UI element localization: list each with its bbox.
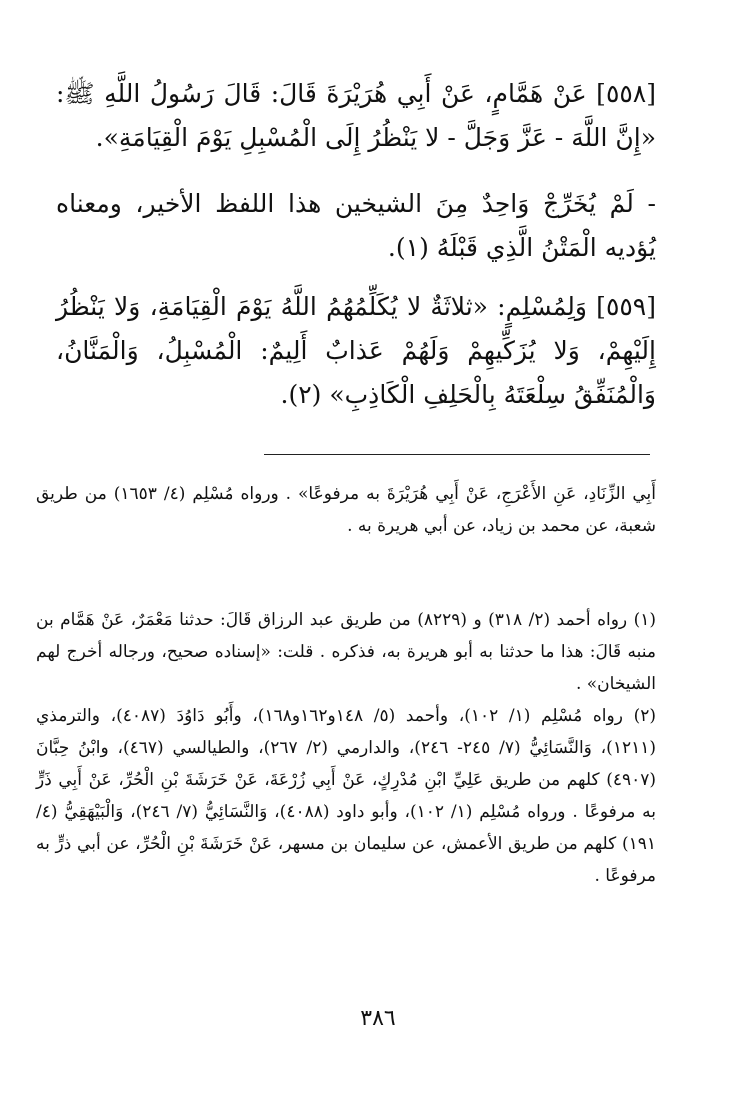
footnote-2: (٢) رواه مُسْلِم (١/ ١٠٢)، وأحمد (٥/ ١٤٨و١٦٢و١٦٨)، وأَبُو دَاوُدَ (٤٠٨٧)، والترمذي (١٢١١)، وَالنَّسَائِيُّ (٧/ ٢٤٥- ٢٤٦)، والدارمي (٢/ ٢٦٧)، والطيالسي (٤٦٧)، وابْنُ حِبَّانَ (٤٩٠٧) كلهم من طريق عَلِيِّ ابْنِ مُدْرِكٍ، عَنْ أَبِي زُرْعَةَ، عَنْ خَرَشَةَ بْنِ الْحُرِّ، عَنْ أَبِي ذَرٍّ به مرفوعًا . ورواه مُسْلِم (١/ ١٠٢)، وأبو داود (٤٠٨٨)، وَالنَّسَائِيُّ (٧/ ٢٤٦)، وَالْبَيْهَقِيُّ (٤/ ١٩١) كلهم من طريق الأعمش، عن سليمان بن مسهر، عَنْ خَرَشَةَ بْنِ الْحُرِّ، عن أبي ذرٍّ به مرفوعًا . — [36, 706, 656, 886]
commentary-paragraph: - لَمْ يُخَرِّجْ وَاحِدٌ مِنَ الشيخين هذا اللفظ الأخير، ومعناه يُؤديه الْمَتْنُ الَّذِي قَبْلَهُ (١). — [56, 189, 656, 262]
footnote-continuation: أَبِي الزِّنَادِ، عَنِ الأَعْرَجِ، عَنْ أَبِي هُرَيْرَةَ به مرفوعًا» . ورواه مُسْلِم (٤/ ١٦٥٣) من طريق شعبة، عن محمد بن زياد، عن أبي هريرة به . — [36, 484, 656, 536]
hadith-558: [٥٥٨] عَنْ هَمَّامٍ، عَنْ أَبِي هُرَيْرَةَ قَالَ: قَالَ رَسُولُ اللَّهِ ﷺ: «إِنَّ اللَّهَ - عَزَّ وَجَلَّ - لا يَنْظُرُ إِلَى الْمُسْبِلِ يَوْمَ الْقِيَامَةِ». — [56, 79, 656, 152]
footnote-divider — [264, 454, 650, 455]
footnote-1: (١) رواه أحمد (٢/ ٣١٨) و (٨٢٢٩) من طريق عبد الرزاق قَالَ: حدثنا مَعْمَرٌ، عَنْ هَمَّام بن منبه قَالَ: هذا ما حدثنا به أبو هريرة به، فذكره . قلت: «إسناده صحيح، ورجاله أخرج لهم الشيخان» . — [36, 610, 656, 694]
page-number: ٣٨٦ — [360, 1006, 396, 1031]
hadith-559: [٥٥٩] وَلِمُسْلِمٍ: «ثلاثَةٌ لا يُكَلِّمُهُمُ اللَّهُ يَوْمَ الْقِيَامَةِ، وَلا يَنْظُرُ إِلَيْهِمْ، وَلا يُزَكِّيهِمْ وَلَهُمْ عَذابٌ أَلِيمٌ: الْمُسْبِلُ، وَالْمَنَّانُ، وَالْمُنَفِّقُ سِلْعَتَهُ بِالْحَلِفِ الْكَاذِبِ» (٢). — [56, 292, 656, 409]
